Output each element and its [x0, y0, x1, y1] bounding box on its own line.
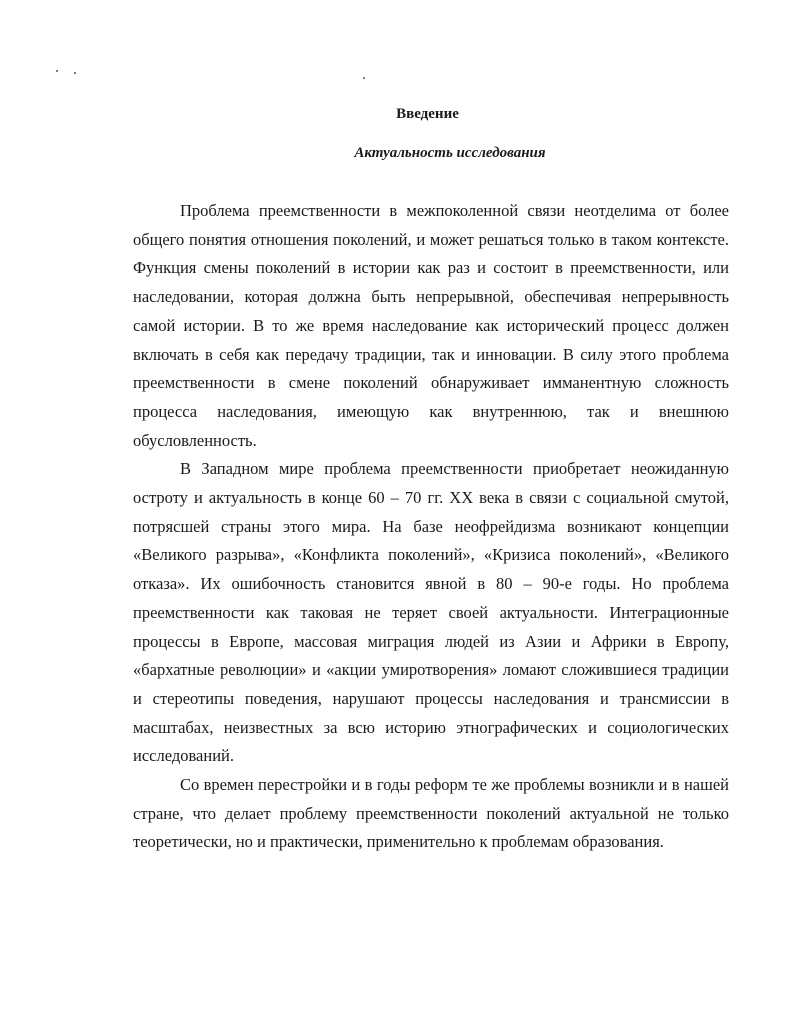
- body-text: [133, 197, 729, 857]
- scan-speck: [363, 77, 365, 79]
- paragraph-1: Проблема преемственности в межпоколенной связи неотделима от более общего понятия отношения поколений, и может решаться только в таком контексте. Функция смены поколений в истории как раз и состоит в преемственности, или наследовании, которая должна быть непрерывной, обеспечивая непрерывность самой истории. В то же время наследование как исторический процесс должен включать в себя как передачу традиции, так и инновации. В силу этого проблема преемственности в смене поколений обнаруживает имманентную сложность процесса наследования, имеющую как внутреннюю, так и внешнюю обусловленность.: [133, 201, 729, 450]
- scan-speck: [56, 70, 58, 72]
- section-subtitle: Актуальность исследования: [354, 145, 546, 161]
- paragraph-3: Со времен перестройки и в годы реформ те же проблемы возникли и в нашей стране, что делает проблему преемственности поколений актуальной не только теоретически, но и практически, применительно к проблемам образования.: [133, 775, 729, 852]
- paragraph-2: В Западном мире проблема преемственности приобретает неожиданную остроту и актуальность в конце 60 – 70 гг. XX века в связи с социальной смутой, потрясшей страны этого мира. На базе неофрейдизма возникают концепции «Великого разрыва», «Конфликта поколений», «Кризиса поколений», «Великого отказа». Их ошибочность становится явной в 80 – 90-е годы. Но проблема преемственности как таковая не теряет своей актуальности. Интеграционные процессы в Европе, массовая миграция людей из Азии и Африки в Европу, «бархатные революции» и «акции умиротворения» ломают сложившиеся традиции и стереотипы поведения, нарушают процессы наследования и трансмиссии в масштабах, неизвестных за всю историю этнографических и социологических исследований.: [133, 459, 729, 766]
- page-title: Введение: [396, 106, 459, 122]
- scan-speck: [74, 72, 76, 74]
